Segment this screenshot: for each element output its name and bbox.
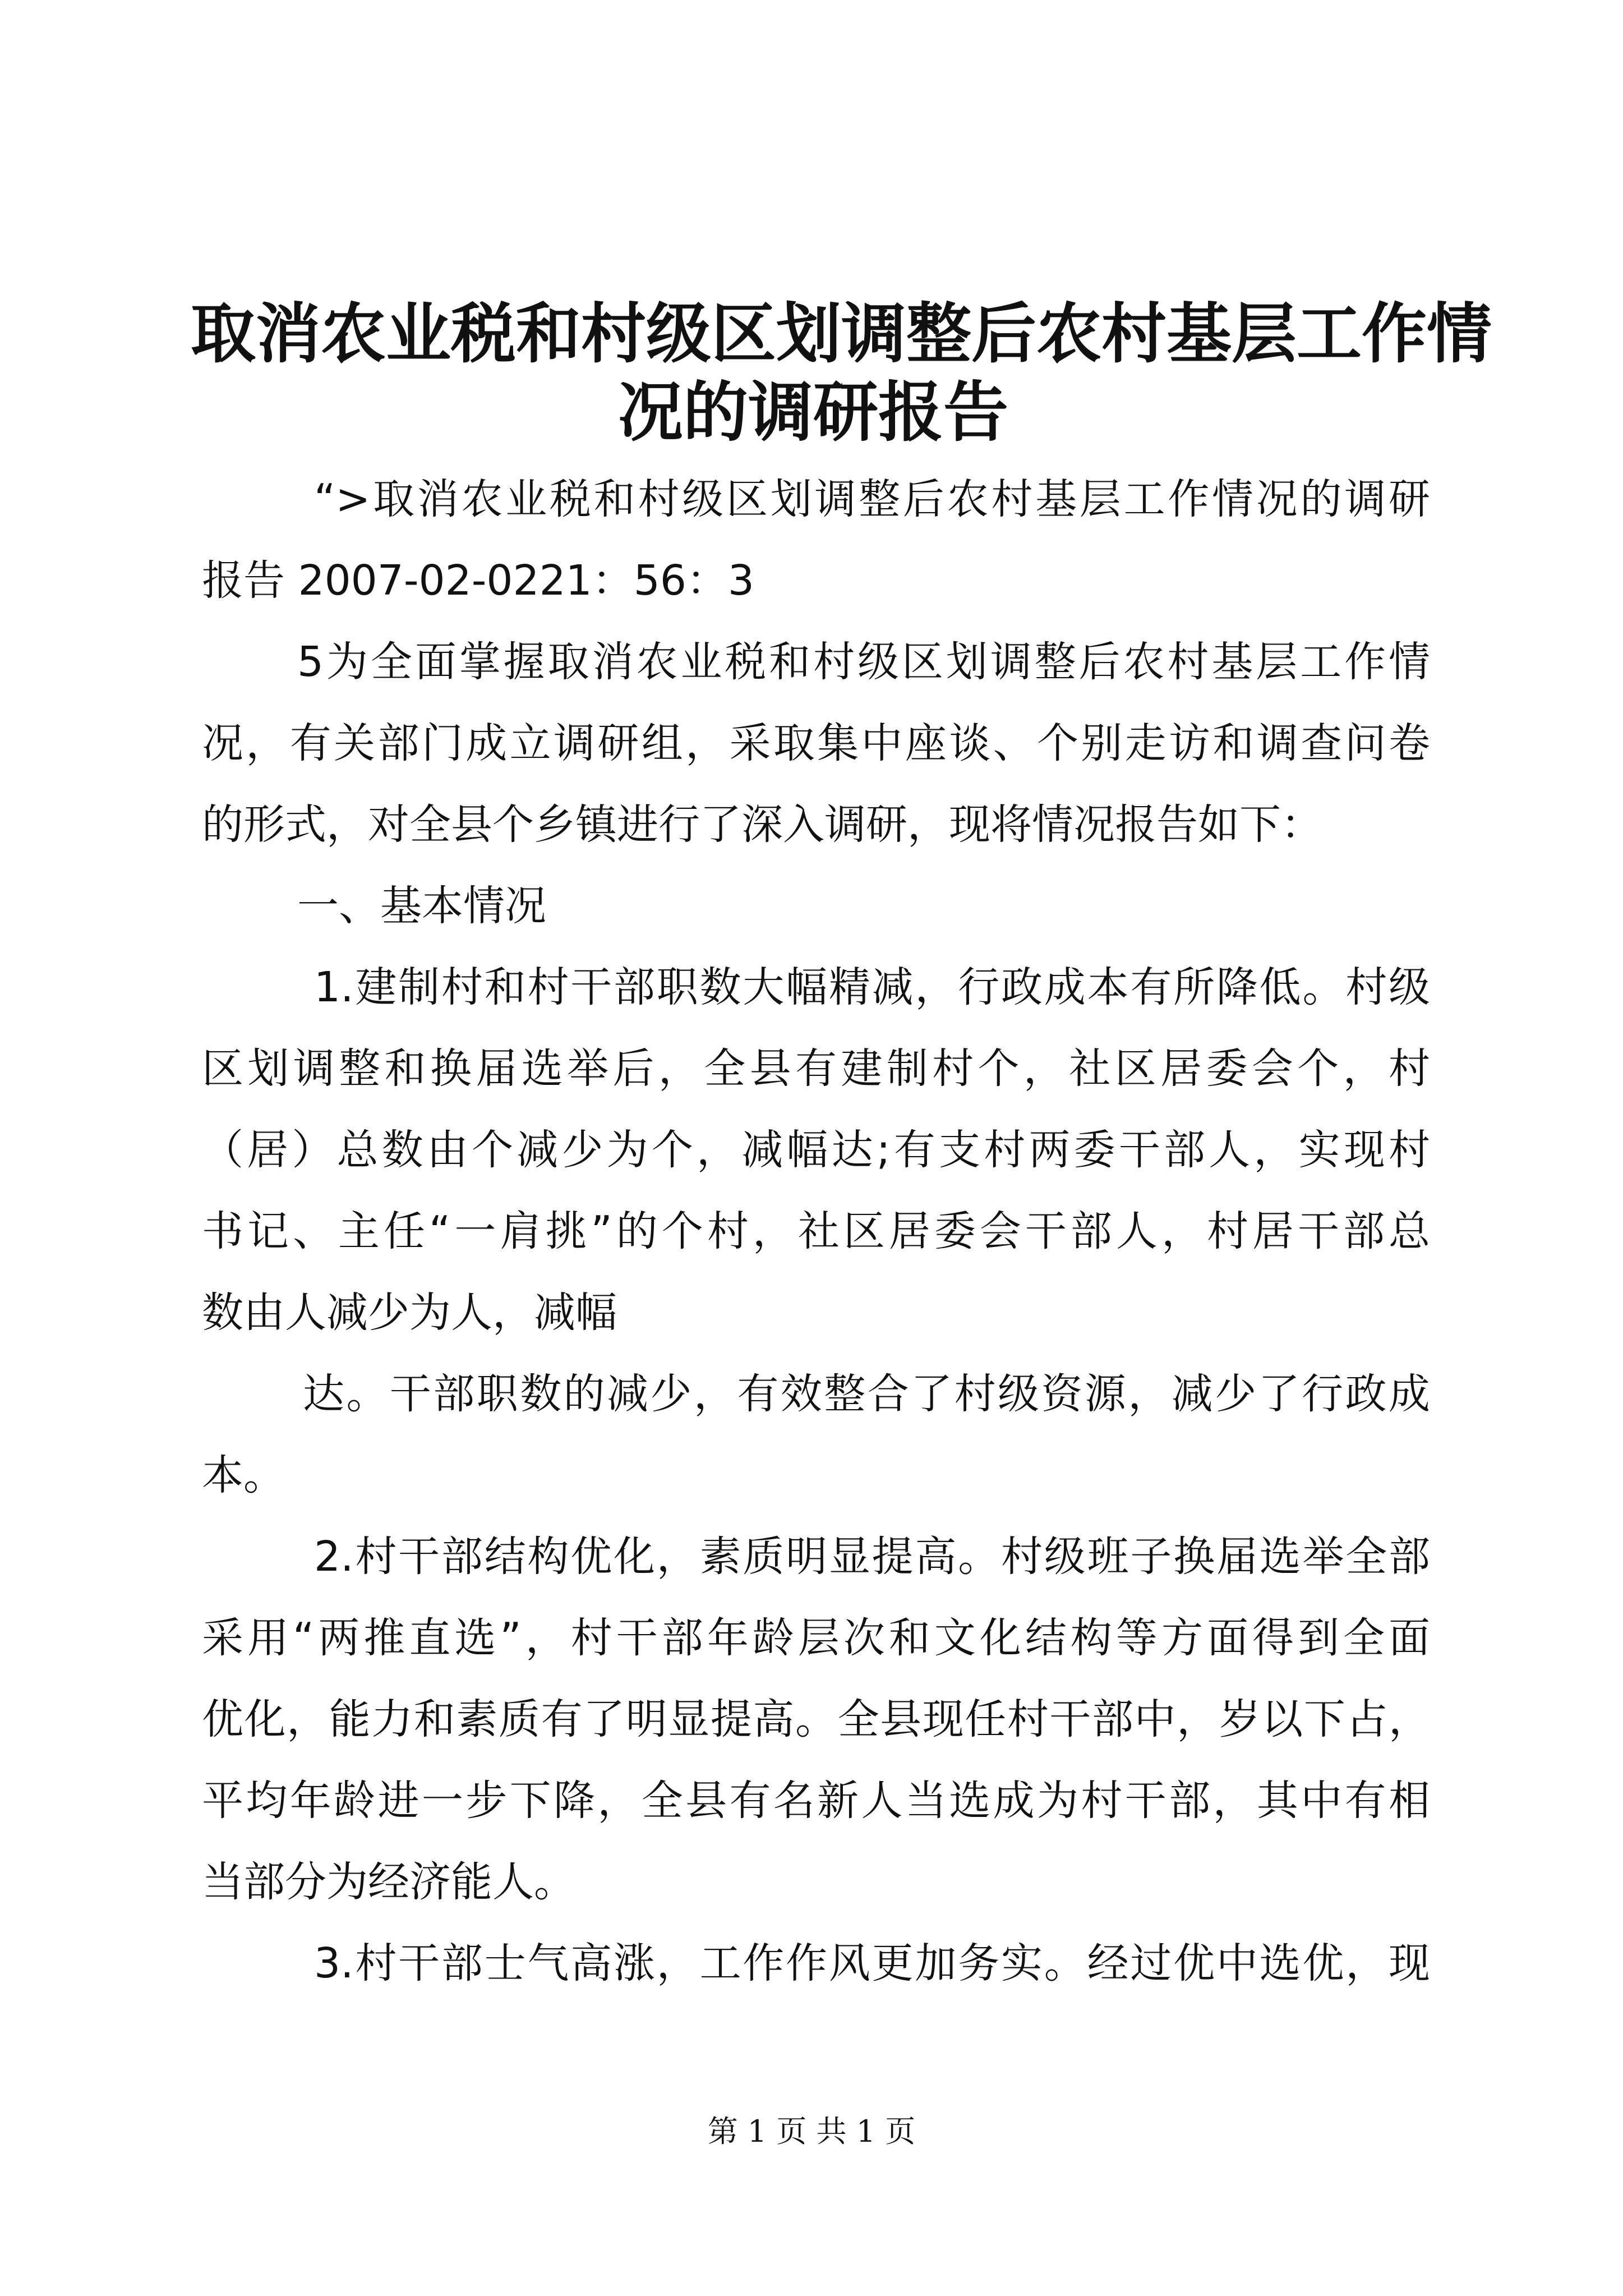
paragraph-line: 报告 2007-02-0221：56：3 — [202, 556, 754, 605]
paragraph-line: 书记、主任“一肩挑”的个村，社区居委会干部人，村居干部总 — [202, 1207, 1430, 1255]
paragraph-line: 的形式，对全县个乡镇进行了深入调研，现将情况报告如下： — [202, 800, 1322, 849]
paragraph-line: 优化，能力和素质有了明显提高。全县现任村干部中，岁以下占， — [202, 1695, 1430, 1743]
paragraph-line: 区划调整和换届选举后，全县有建制村个，社区居委会个，村 — [202, 1045, 1430, 1093]
paragraph-line: 当部分为经济能人。 — [202, 1858, 575, 1906]
paragraph-line: 数由人减少为人，减幅 — [202, 1289, 617, 1337]
section-heading: 一、基本情况 — [297, 882, 546, 930]
document-title-line-1: 取消农业税和村级区划调整后农村基层工作情 — [191, 296, 1492, 372]
paragraph-line: 采用“两推直选”，村干部年龄层次和文化结构等方面得到全面 — [202, 1614, 1430, 1662]
page-footer: 第 1 页 共 1 页 — [707, 2114, 916, 2149]
paragraph-line: 达。干部职数的减少，有效整合了村级资源，减少了行政成 — [303, 1370, 1430, 1418]
document-title-line-2: 况的调研报告 — [618, 374, 1008, 450]
paragraph-line: （居）总数由个减少为个，减幅达;有支村两委干部人，实现村 — [202, 1126, 1430, 1174]
paragraph-line: 平均年龄进一步下降，全县有名新人当选成为村干部，其中有相 — [202, 1777, 1430, 1825]
paragraph-line: 况，有关部门成立调研组，采取集中座谈、个别走访和调查问卷 — [202, 719, 1430, 767]
paragraph-line: 本。 — [202, 1451, 285, 1499]
paragraph-line: 2.村干部结构优化，素质明显提高。村级班子换届选举全部 — [314, 1533, 1430, 1581]
paragraph-line: “>取消农业税和村级区划调整后农村基层工作情况的调研 — [314, 475, 1430, 523]
paragraph-line: 1.建制村和村干部职数大幅精减，行政成本有所降低。村级 — [314, 963, 1430, 1011]
paragraph-line: 3.村干部士气高涨，工作作风更加务实。经过优中选优，现 — [314, 1939, 1430, 1987]
paragraph-line: 5为全面掌握取消农业税和村级区划调整后农村基层工作情 — [297, 638, 1430, 686]
